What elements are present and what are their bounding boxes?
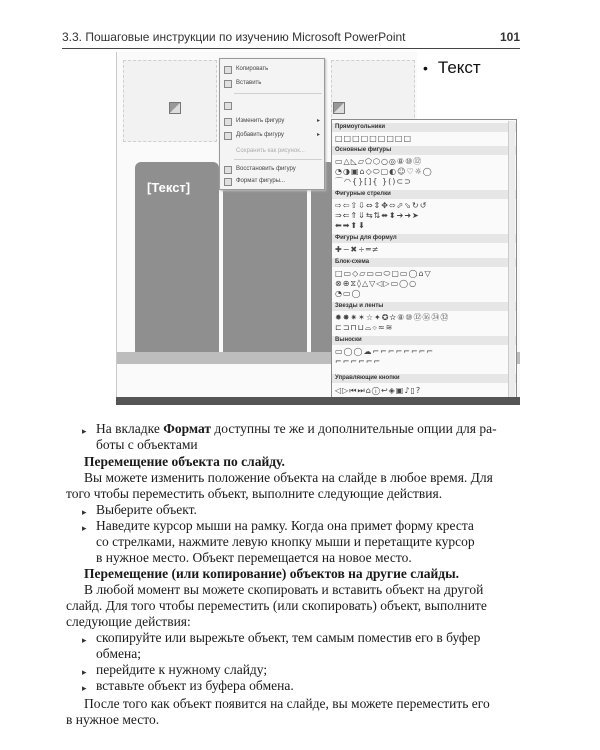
bullet-cut-copy-line1: скопируйте или вырежьте объект, тем самым поместив его в буфер	[96, 630, 481, 645]
box-label: [Текст]	[147, 180, 191, 195]
bullet-hover-line3: в нужное место. Объект перемещается на новое место.	[96, 550, 412, 565]
paragraph-after-line2: в нужное место.	[66, 712, 160, 727]
gallery-section-action-buttons: Управляющие кнопки	[332, 374, 516, 383]
gallery-section-flowchart: Блок-схема	[332, 258, 516, 267]
bullet-paste: вставьте объект из буфера обмена.	[96, 678, 294, 693]
submenu-arrow-icon: ▸	[316, 118, 320, 124]
menu-item-save-as-picture[interactable]: Сохранить как рисунок...	[236, 148, 305, 154]
bullet-go-to-slide: перейдите к нужному слайду;	[96, 662, 268, 677]
shape-icon	[224, 118, 232, 126]
paragraph-format-tab-line2: боты с объектами	[96, 437, 198, 452]
paragraph-move-line1: Вы можете изменить положение объекта на слайде в любое время. Для	[84, 470, 493, 485]
menu-item-format-shape[interactable]: Формат фигуры...	[220, 175, 324, 187]
bullet-marker-icon: ▸	[82, 635, 87, 645]
heading-move-to-other-slides: Перемещение (или копирование) объектов на другие слайды.	[84, 566, 460, 581]
shape-gallery	[331, 119, 517, 404]
bullet-cut-copy-line2: обмена;	[96, 646, 141, 661]
bullet-hover-line2: со стрелками, нажмите левую кнопку мыши и перетащите курсор	[96, 534, 475, 549]
gallery-section-callouts: Выноски	[332, 336, 516, 345]
header-rule	[62, 48, 520, 49]
gallery-section-equations: Фигуры для формул	[332, 234, 516, 243]
shape-row-flow-2[interactable]: ⊗⊕⧖◊△▽◁▷▭◯○	[335, 279, 418, 288]
picture-placeholder-icon	[169, 102, 181, 114]
page-number: 101	[499, 30, 520, 44]
paragraph-copy-line1: В любой момент вы можете скопировать и вставить объект на другой	[84, 582, 484, 597]
menu-item-add-shape[interactable]: Добавить фигуру ▸	[220, 129, 324, 141]
paragraph-after-line1: После того как объект появится на слайде, вы можете переместить его	[84, 696, 490, 711]
heading-move-on-slide: Перемещение объекта по слайду.	[84, 454, 285, 469]
shape-row-arrows-2[interactable]: ⇒⇐⇑⇓⇆⇅⬌⬍➔➜➤	[335, 211, 420, 220]
menu-separator	[234, 93, 322, 94]
shape-row-equations[interactable]: ✚−✖÷═≠	[335, 245, 380, 254]
slide-bullet-text: Текст	[437, 58, 481, 77]
submenu-arrow-icon: ▸	[316, 132, 320, 138]
gallery-section-rectangles: Прямоугольники	[332, 123, 516, 132]
header-title: 3.3. Пошаговые инструкции по изучению Microsoft PowerPoint	[62, 30, 406, 44]
figure-bottom-edge	[116, 397, 520, 405]
copy-icon	[224, 66, 232, 74]
paragraph-move-line2: того чтобы переместить объект, выполните следующие действия.	[66, 486, 443, 501]
shape-row-basic-2[interactable]: ◔◑▣⌂◇⬭▢◐☺♡☼◯	[335, 167, 433, 176]
shape-row-arrows-3[interactable]: ⬅➡⬆⬇	[335, 221, 366, 230]
bullet-marker-icon: ▸	[82, 523, 87, 533]
gallery-section-basic: Основные фигуры	[332, 146, 516, 155]
shape-row-flow-1[interactable]: □▭◇▱▭▭⬭▢▭◯⌂▽	[335, 269, 432, 278]
context-menu	[219, 58, 325, 190]
text-icon	[224, 102, 232, 110]
slide-bullet: • Текст	[423, 58, 481, 77]
paste-icon	[224, 80, 232, 88]
paragraph-copy-line2: слайд. Для того чтобы переместить (или скопировать) объект, выполните	[66, 598, 487, 613]
running-header	[62, 30, 520, 48]
menu-item-paste[interactable]: Вставить	[220, 77, 324, 89]
shape-row-callouts-2[interactable]: ⌐⌐⌐⌐⌐⌐	[335, 357, 382, 366]
shape-row-action-buttons[interactable]: ◁▷⏮⏭⌂ⓘ↩◈▣♪▯?	[335, 386, 422, 395]
bullet-marker-icon: ▸	[82, 426, 87, 436]
shape-row-arrows-1[interactable]: ⇨⇦⇧⇩⇔⇕✥⬄⬀⬂↻↺	[335, 201, 428, 210]
menu-item-copy[interactable]: Копировать	[220, 63, 324, 75]
shape-row-basic-1[interactable]: ▭△◺▱⬠⬡○◎⑧⑩⑫	[335, 157, 423, 166]
faded-shape-1	[123, 60, 217, 142]
gallery-section-stars: Звезды и ленты	[332, 302, 516, 311]
add-shape-icon	[224, 132, 232, 140]
menu-item-change-shape[interactable]: Изменить фигуру ▸	[220, 115, 324, 127]
format-icon	[224, 178, 232, 186]
shape-row-rectangles[interactable]: □□□□□□□□□	[335, 134, 413, 143]
reset-icon	[224, 166, 232, 174]
gallery-scrollbar[interactable]	[508, 121, 515, 403]
menu-separator	[234, 159, 322, 160]
shape-row-basic-3[interactable]: ⌒◠{}[]{ }()⊂⊃	[335, 177, 412, 186]
bullet-marker-icon: ▸	[82, 507, 87, 517]
bold-term-format: Формат	[163, 421, 212, 436]
menu-item-disabled	[220, 99, 324, 111]
paragraph-format-tab: На вкладке Формат доступны те же и дополнительные опции для ра-	[96, 421, 497, 436]
smartart-box-1[interactable]	[135, 162, 219, 357]
bullet-select-object: Выберите объект.	[96, 502, 197, 517]
smartart-box-2[interactable]	[223, 162, 307, 357]
bullet-marker-icon: ▸	[82, 667, 87, 677]
picture-placeholder-icon	[333, 102, 345, 114]
shape-row-callouts-1[interactable]: ▭◯◯☁⌐⌐⌐⌐⌐⌐⌐⌐	[335, 347, 435, 356]
bullet-marker-icon: ▸	[82, 683, 87, 693]
shape-row-flow-3[interactable]: ◔▭◯	[335, 289, 362, 298]
shape-row-stars-1[interactable]: ✹✸✷✶☆✦✪✫⑧⑩⑫⑯㉔㉜	[335, 313, 450, 322]
shape-row-stars-2[interactable]: ⊏⊐⊓⊔⌓⌔≈≋	[335, 323, 394, 332]
gallery-section-arrows: Фигурные стрелки	[332, 190, 516, 199]
screenshot-figure	[116, 52, 520, 404]
paragraph-copy-line3: следующие действия:	[66, 614, 191, 629]
menu-item-reset-shape[interactable]: Восстановить фигуру	[220, 163, 324, 175]
bullet-hover-line1: Наведите курсор мыши на рамку. Когда она примет форму креста	[96, 518, 474, 533]
